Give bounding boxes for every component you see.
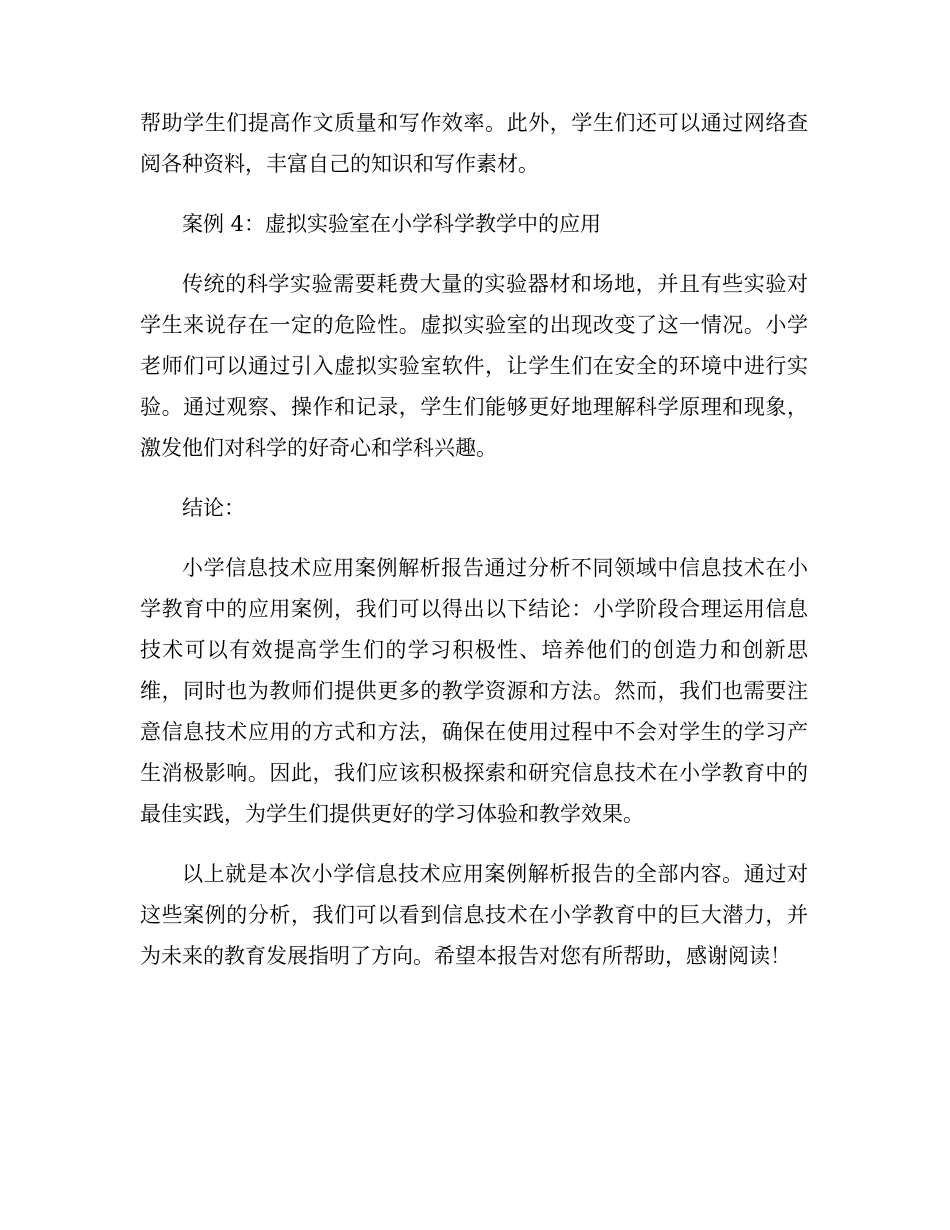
paragraph-continued: 帮助学生们提高作文质量和写作效率。此外，学生们还可以通过网络查阅各种资料，丰富自己的知识和写作素材。 [140,111,808,176]
document-body [140,103,808,996]
paragraph-conclusion: 小学信息技术应用案例解析报告通过分析不同领域中信息技术在小学教育中的应用案例，我们可以得出以下结论：小学阶段合理运用信息技术可以有效提高学生们的学习积极性、培养他们的创造力和创新思维，同时也为教师们提供更多的教学资源和方法。然而，我们也需要注意信息技术应用的方式和方法，确保在使用过程中不会对学生的学习产生消极影响。因此，我们应该积极探索和研究信息技术在小学教育中的最佳实践，为学生们提供更好的学习体验和教学效果。 [140,556,808,826]
paragraph-closing: 以上就是本次小学信息技术应用案例解析报告的全部内容。通过对这些案例的分析，我们可以看到信息技术在小学教育中的巨大潜力，并为未来的教育发展指明了方向。希望本报告对您有所帮助，感谢阅读！ [140,862,808,968]
section-heading-conclusion: 结论： [182,496,245,520]
section-heading-case-4: 案例 4：虚拟实验室在小学科学教学中的应用 [182,212,602,236]
paragraph-case-4: 传统的科学实验需要耗费大量的实验器材和场地，并且有些实验对学生来说存在一定的危险性。虚拟实验室的出现改变了这一情况。小学老师们可以通过引入虚拟实验室软件，让学生们在安全的环境中进行实验。通过观察、操作和记录，学生们能够更好地理解科学原理和现象，激发他们对科学的好奇心和学科兴趣。 [140,272,808,460]
